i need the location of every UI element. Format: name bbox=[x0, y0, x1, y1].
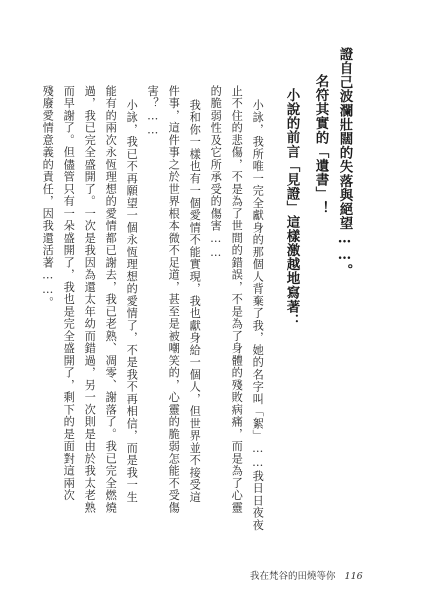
text-column-11: 能有的兩次永恆理想的愛情都已謝去，我已老熟、凋零、謝落了。我已完全燃燒 bbox=[104, 85, 118, 514]
text-column-8: 件事，這件事之於世界根本微不足道，甚至是被嘲笑的，心靈的脆弱怎能不受傷 bbox=[167, 85, 181, 514]
text-column-14: 殘廢愛情意義的責任，因我還活著……。 bbox=[41, 85, 55, 310]
text-column-7: 我和你一樣也有一個愛情不能實現，我也獻身給一個人，但世界並不接受這 bbox=[188, 99, 202, 504]
page-number: 116 bbox=[344, 571, 363, 582]
text-column-2: 名符其實的「遺書」！ bbox=[312, 74, 329, 215]
text-column-9: 害？…… bbox=[146, 85, 160, 138]
text-column-13: 而早謝了。但儘管只有一朵盛開了，我也是完全盛開了，剩下的是面對這兩次 bbox=[62, 85, 76, 502]
text-column-4: 小詠，我所唯一完全獻身的那個人背棄了我，她的名字叫「絮」……我日日夜夜 bbox=[251, 99, 265, 532]
text-column-10: 小詠，我已不再願望一個永恆理想的愛情了，不是我不再相信，而是我一生 bbox=[125, 99, 139, 504]
text-column-3: 小說的前言「見證」這樣激越地寫著： bbox=[283, 88, 300, 328]
running-title: 我在梵谷的田燒等你 bbox=[250, 571, 336, 582]
page-footer bbox=[250, 568, 363, 582]
text-column-6: 的脆弱性及它所承受的傷害…… bbox=[209, 85, 223, 261]
text-column-5: 止不住的悲傷，不是為了世間的錯誤，不是為了身體的殘敗病痛，而是為了心靈 bbox=[230, 85, 244, 514]
text-column-1: 證自己波瀾壯闊的失落與絕望……。 bbox=[336, 47, 353, 278]
text-column-12: 過，我已完全盛開了。一次是我因為還太年幼而錯過，另一次則是由於我太老熟 bbox=[83, 85, 97, 514]
